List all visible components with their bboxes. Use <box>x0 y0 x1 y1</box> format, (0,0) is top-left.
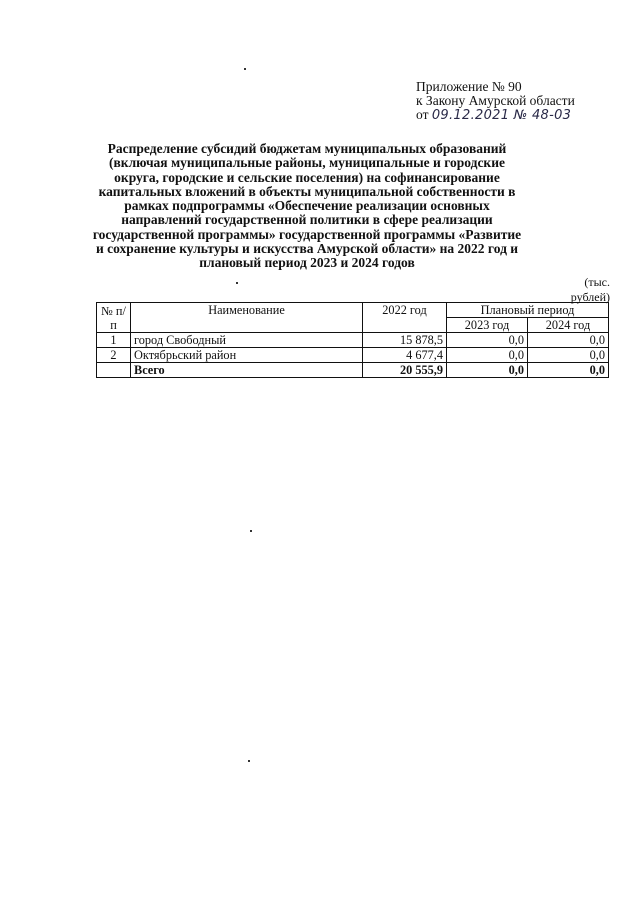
row-2023: 0,0 <box>447 333 528 348</box>
header-2023: 2023 год <box>447 318 528 333</box>
appendix-law-reference: к Закону Амурской области <box>416 93 575 108</box>
row-name: город Свободный <box>131 333 363 348</box>
appendix-number: Приложение № 90 <box>416 79 522 94</box>
total-num <box>97 363 131 378</box>
table-total-row <box>97 363 609 378</box>
table-row <box>97 333 609 348</box>
row-2024: 0,0 <box>528 348 609 363</box>
scan-speck <box>244 68 246 70</box>
header-2022: 2022 год <box>363 303 447 333</box>
table-row <box>97 348 609 363</box>
appendix-block <box>416 80 575 123</box>
total-2024: 0,0 <box>528 363 609 378</box>
row-num: 2 <box>97 348 131 363</box>
appendix-date-prefix: от <box>416 107 429 122</box>
header-planned-period: Плановый период <box>447 303 609 318</box>
scan-speck <box>248 760 250 762</box>
total-2022: 20 555,9 <box>363 363 447 378</box>
document-title: Распределение субсидий бюджетам муниципальных образований (включая муниципальные районы, муниципальные и городские округа, городские и сельские поселения) на софинансирование капитальных вложений в объекты муниципальной собственности в рамках подпрограммы «Обеспечение реализации основных направлений государственной политики в сфере реализации государственной программы» государственной программы «Развитие и сохранение культуры и искусства Амурской области» на 2022 год и плановый период 2023 и 2024 годов <box>92 141 522 271</box>
row-2022: 15 878,5 <box>363 333 447 348</box>
row-2024: 0,0 <box>528 333 609 348</box>
header-name: Наименование <box>131 303 363 333</box>
row-2022: 4 677,4 <box>363 348 447 363</box>
header-2024: 2024 год <box>528 318 609 333</box>
total-label: Всего <box>131 363 363 378</box>
scan-speck <box>236 282 238 284</box>
header-num: № п/п <box>97 303 131 333</box>
unit-label: (тыс. рублей) <box>570 275 610 304</box>
row-num: 1 <box>97 333 131 348</box>
row-2023: 0,0 <box>447 348 528 363</box>
appendix-date-line <box>416 108 575 123</box>
handwritten-date-number: 09.12.2021 № 48-03 <box>431 108 572 123</box>
table-header-row <box>97 303 609 318</box>
subsidy-table <box>96 302 609 378</box>
scan-speck <box>250 530 252 532</box>
row-name: Октябрьский район <box>131 348 363 363</box>
total-2023: 0,0 <box>447 363 528 378</box>
